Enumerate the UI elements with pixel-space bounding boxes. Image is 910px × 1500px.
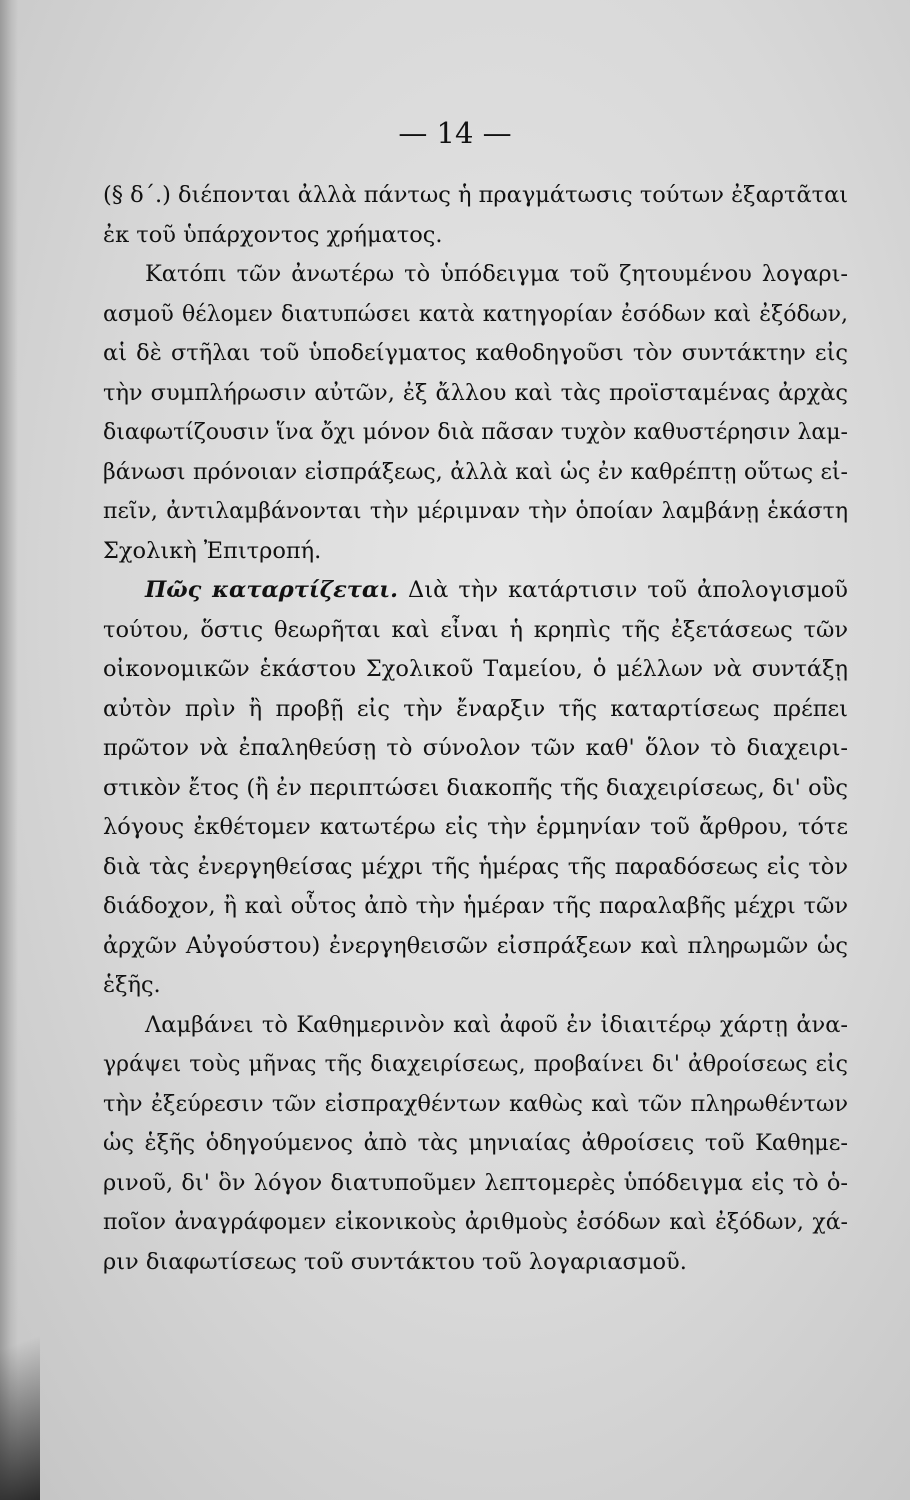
section-heading: Πῶς καταρτίζεται. xyxy=(145,577,398,603)
text-line: ἐκ τοῦ ὑπάρχοντος χρήματος. xyxy=(103,221,443,248)
text-line: βάνωσι πρόνοιαν εἰσπράξεως, ἀλλὰ καὶ ὡς ἐν καθρέπτῃ οὕτως εἰ- xyxy=(103,459,848,485)
text-line: διὰ τὰς ἐνεργηθείσας μέχρι τῆς ἡμέρας τῆς παραδόσεως εἰς τὸν xyxy=(103,853,848,880)
text-line: (§ δ΄.) διέπονται ἀλλὰ πάντως ἡ πραγμάτωσις τούτων ἐξαρτᾶται xyxy=(103,182,849,208)
paragraph-2 xyxy=(103,255,848,571)
text-line: ὡς ἑξῆς ὁδηγούμενος ἀπὸ τὰς μηνιαίας ἀθροίσεις τοῦ Καθημε- xyxy=(103,1130,848,1156)
text-line: πεῖν, ἀντιλαμβάνονται τὴν μέριμναν τὴν ὁποίαν λαμβάνῃ ἑκάστη xyxy=(103,499,848,524)
corner-shadow xyxy=(0,1240,40,1500)
text-line: ποῖον ἀναγράφομεν εἰκονικοὺς ἀριθμοὺς ἐσόδων καὶ ἐξόδων, χά- xyxy=(103,1210,848,1235)
text-line: Λαμβάνει τὸ Καθημερινὸν καὶ ἀφοῦ ἐν ἰδιαιτέρῳ χάρτῃ ἀνα- xyxy=(145,1011,848,1038)
text-line: πρῶτον νὰ ἐπαληθεύσῃ τὸ σύνολον τῶν καθ' ὅλον τὸ διαχειρι- xyxy=(103,735,848,761)
text-line: ασμοῦ θέλομεν διατυπώσει κατὰ κατηγορίαν ἐσόδων καὶ ἐξόδων, xyxy=(103,301,848,327)
text-line: λόγους ἐκθέτομεν κατωτέρω εἰς τὴν ἑρμηνίαν τοῦ ἄρθρου, τότε xyxy=(103,814,848,840)
text-line: τὴν ἐξεύρεσιν τῶν εἰσπραχθέντων καθὼς καὶ τῶν πληρωθέντων xyxy=(103,1090,848,1117)
paragraph-1 xyxy=(103,176,848,255)
text-line: στικὸν ἔτος (ἢ ἐν περιπτώσει διακοπῆς τῆς διαχειρίσεως, δι' οὓς xyxy=(103,774,848,801)
text-line: Σχολικὴ Ἐπιτροπή. xyxy=(103,537,322,564)
text-line: διαφωτίζουσιν ἵνα ὄχι μόνον διὰ πᾶσαν τυχὸν καθυστέρησιν λαμ- xyxy=(103,420,848,445)
text-line: ρινοῦ, δι' ὃν λόγον διατυποῦμεν λεπτομερὲς ὑπόδειγμα εἰς τὸ ὁ- xyxy=(103,1169,848,1196)
text-line xyxy=(103,571,848,611)
text-line: ἀρχῶν Αὐγούστου) ἐνεργηθεισῶν εἰσπράξεων καὶ πληρωμῶν ὡς xyxy=(103,932,848,959)
text-line: αὐτὸν πρὶν ἢ προβῇ εἰς τὴν ἔναρξιν τῆς καταρτίσεως πρέπει xyxy=(103,695,848,722)
page-number: — 14 — xyxy=(398,116,512,150)
text-line: ἑξῆς. xyxy=(103,972,161,998)
text-line: διάδοχον, ἢ καὶ οὗτος ἀπὸ τὴν ἡμέραν τῆς παραλαβῆς μέχρι τῶν xyxy=(103,893,848,919)
paragraph-3 xyxy=(103,571,848,1006)
text-line: ριν διαφωτίσεως τοῦ συντάκτου τοῦ λογαριασμοῦ. xyxy=(103,1248,687,1275)
text-line: οἰκονομικῶν ἑκάστου Σχολικοῦ Ταμείου, ὁ μέλλων νὰ συντάξῃ xyxy=(103,656,848,682)
heading-line-rest: Διὰ τὴν κατάρτισιν τοῦ ἀπολογισμοῦ xyxy=(408,577,848,603)
text-line: γράψει τοὺς μῆνας τῆς διαχειρίσεως, προβαίνει δι' ἀθροίσεως εἰς xyxy=(103,1052,848,1077)
body-text xyxy=(103,176,848,1282)
text-line: αἱ δὲ στῆλαι τοῦ ὑποδείγματος καθοδηγοῦσι τὸν συντάκτην εἰς xyxy=(103,340,848,366)
text-line: Κατόπι τῶν ἀνωτέρω τὸ ὑπόδειγμα τοῦ ζητουμένου λογαρι- xyxy=(145,261,848,287)
paragraph-4 xyxy=(103,1006,848,1283)
text-line: τὴν συμπλήρωσιν αὐτῶν, ἐξ ἄλλου καὶ τὰς προϊσταμένας ἀρχὰς xyxy=(103,379,848,406)
text-line: τούτου, ὅστις θεωρῆται καὶ εἶναι ἡ κρηπὶς τῆς ἐξετάσεως τῶν xyxy=(103,616,848,643)
